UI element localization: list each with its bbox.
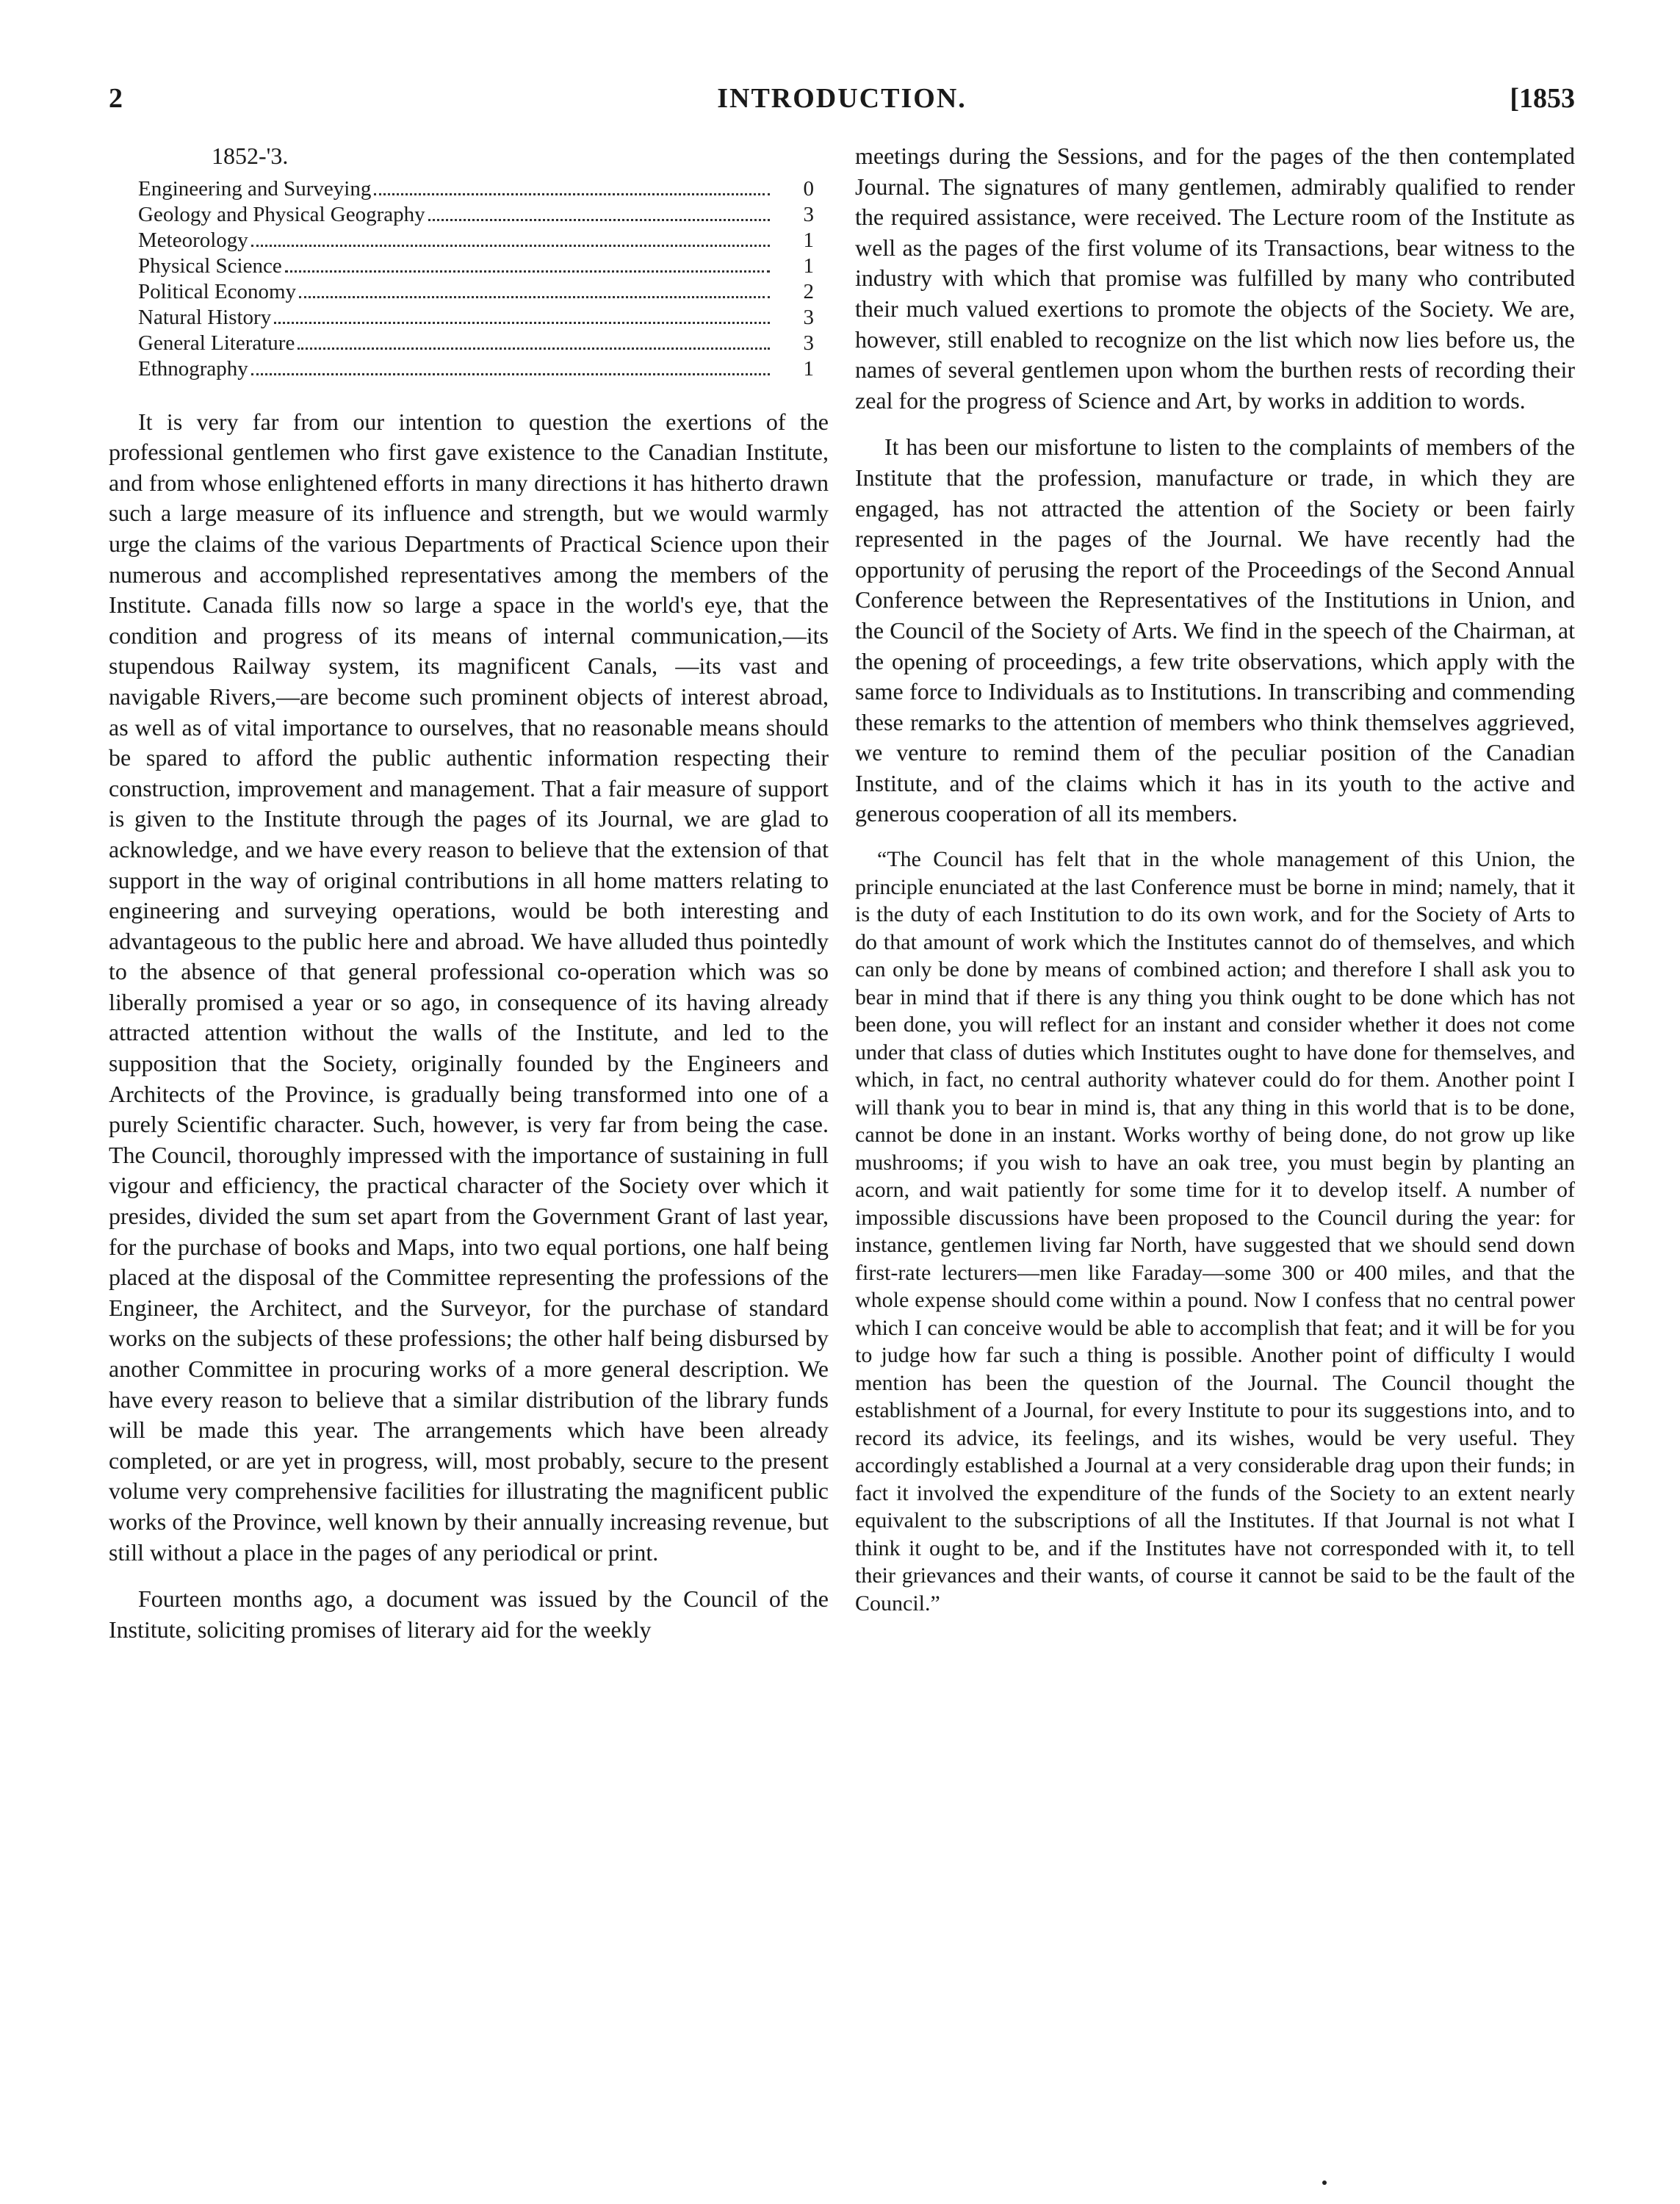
toc-count: 3 — [803, 331, 814, 355]
toc-row — [138, 331, 814, 356]
toc-label: Political Economy — [138, 279, 297, 303]
toc-label: Natural History — [138, 305, 272, 329]
toc-label: Geology and Physical Geography — [138, 202, 425, 226]
leader-dots — [251, 373, 770, 375]
toc-count: 2 — [803, 279, 814, 303]
leader-dots — [299, 296, 770, 298]
toc-row — [138, 202, 814, 228]
body-paragraph: It has been our misfortune to listen to the complaints of members of the Institute that the profession, manufacture or trade, in which they are engaged, has not attracted the attention of the Society or been fairly represented in the pages of the Journal. We have recently had the opportunity of perusing the report of the Proceedings of the Second Annual Conference between the Representatives of the Institutions in Union, and the Council of the Society of Arts. We find in the speech of the Chairman, at the opening of proceedings, a few trite observations, which apply with the same force to Individuals as to Institutions. In transcribing and commending these remarks to the attention of members who think themselves aggrieved, we venture to remind them of the peculiar position of the Canadian Institute, and of the claims which it has in its youth to the active and generous cooperation of all its members. — [855, 433, 1575, 827]
page-header — [109, 82, 1575, 126]
leader-dots — [298, 347, 770, 350]
toc-row — [138, 305, 814, 331]
toc-count: 3 — [803, 202, 814, 226]
leader-dots — [274, 322, 770, 324]
toc-label: Ethnography — [138, 356, 248, 381]
toc-title: 1852-'3. — [212, 143, 289, 169]
toc-count: 1 — [803, 228, 814, 252]
leader-dots — [374, 193, 770, 195]
quoted-speech — [855, 846, 1575, 1617]
body-paragraph: Fourteen months ago, a document was issued by the Council of the Institute, soliciting promises of literary aid for the weekly — [109, 1585, 829, 1643]
page-number: 2 — [109, 83, 123, 114]
toc-count: 0 — [803, 176, 814, 201]
toc-row — [138, 228, 814, 253]
right-column — [855, 141, 1575, 1633]
running-year: [1853 — [1510, 83, 1575, 114]
toc-label: General Literature — [138, 331, 295, 355]
subject-table — [138, 176, 814, 382]
toc-label: Physical Science — [138, 253, 282, 278]
leader-dots — [251, 245, 770, 247]
print-speck — [1322, 2180, 1327, 2185]
quote-paragraph: “The Council has felt that in the whole management of this Union, the principle enunciated at the last Conference must be borne in mind; namely, that it is the duty of each Institution to do its own work, and for the Society of Arts to do that amount of work which the Institutes cannot do of themselves, and which can only be done by means of combined action; and therefore I shall ask you to bear in mind that if there is any thing you think ought to be done which has not been done, you will reflect for an instant and consider whether it does not come under that class of duties which Institutes ought to have done for themselves, and which, in fact, no central authority whatever could do for them. Another point I will thank you to bear in mind is, that any thing in this world that is to be done, cannot be done in an instant. Works worthy of being done, do not grow up like mushrooms; if you wish to have an oak tree, you must begin by planting an acorn, and wait patiently for some time for it to develop itself. A number of impossible discussions have been proposed to the Council during the year: for instance, gentlemen living far North, have suggested that we should send down first-rate lecturers—men like Faraday—some 300 or 400 miles, and that the whole expense should come within a pound. Now I confess that no central power which I can conceive would be able to accomplish that feat; and it will be for you to judge how far such a thing is possible. Another point of difficulty I would mention has been the question of the Journal. The Council thought the establishment of a Journal, for every Institute to pour its suggestions into, and to record its advice, its feelings, and its wishes, would be very useful. They accordingly established a Journal at a very considerable drag upon their funds; in fact it involved the expenditure of the funds of the Society to an extent nearly equivalent to the subscriptions of all the Institutes. If that Journal is not what I think it ought to be, and if the Institutes have not corresponded with it, to tell their grievances and their wants, of course it cannot be said to be the fault of the Council.” — [855, 847, 1575, 1616]
toc-count: 1 — [803, 253, 814, 278]
toc-label: Engineering and Surveying — [138, 176, 372, 201]
body-paragraph: It is very far from our intention to question the exertions of the professional gentlemen who first gave existence to the Canadian Institute, and from whose enlightened efforts in many directions it has hitherto drawn such a large measure of its influence and strength, but we would warmly urge the claims of the various Departments of Practical Science upon their numerous and accomplished representatives among the members of the Institute. Canada fills now so large a space in the world's eye, that the condition and progress of its means of internal communication,—its stupendous Railway system, its magnificent Canals, —its vast and navigable Rivers,—are become such prominent objects of interest abroad, as well as of vital importance to ourselves, that no reasonable means should be spared to afford the public authentic information respecting their construction, improvement and management. That a fair measure of support is given to the Institute through the pages of its Journal, we are glad to acknowledge, and we have every reason to believe that the extension of that support in the way of original contributions in all home matters relating to engineering and surveying operations, would be both interesting and advantageous to the public here and abroad. We have alluded thus pointedly to the absence of that general professional co-operation which was so liberally promised a year or so ago, in consequence of its having already attracted attention without the walls of the Institute, and led to the supposition that the Society, originally founded by the Engineers and Architects of the Province, is gradually being transformed into one of a purely Scientific character. Such, however, is very far from being the case. The Council, thoroughly impressed with the importance of sustaining in full vigour and efficiency, the practical character of the Society over which it presides, divided the sum set apart from the Government Grant of last year, for the purchase of books and Maps, into two equal portions, one half being placed at the disposal of the Committee representing the professions of the Engineer, the Architect, and the Surveyor, for the purchase of standard works on the subjects of these professions; the other half being disbursed by another Committee in procuring works of a more general description. We have every reason to believe that a similar distribution of the library funds will be made this year. The arrangements which have been already completed, or are yet in progress, will, most probably, secure to the present volume very comprehensive facilities for illustrating the magnificent public works of the Province, well known by their annually increasing revenue, but still without a place in the pages of any periodical or print. — [109, 408, 829, 1566]
leader-dots — [428, 219, 770, 221]
toc-count: 3 — [803, 305, 814, 329]
toc-row — [138, 176, 814, 202]
running-title: INTRODUCTION. — [717, 83, 967, 114]
toc-count: 1 — [803, 356, 814, 381]
toc-row — [138, 356, 814, 382]
toc-row — [138, 253, 814, 279]
toc-label: Meteorology — [138, 228, 248, 252]
body-paragraph: meetings during the Sessions, and for the pages of the then contemplated Journal. The signatures of many gentlemen, admirably qualified to render the required assistance, were received. The Lecture room of the Institute as well as the pages of the first volume of its Transactions, bear witness to the industry with which that promise was fulfilled by many who contributed their much valued exertions to promote the objects of the Society. We are, however, still enabled to recognize on the list which now lies before us, the names of several gentlemen upon whom the burthen rests of recording their zeal for the progress of Science and Art, by works in addition to words. — [855, 143, 1575, 414]
toc-row — [138, 279, 814, 305]
leader-dots — [285, 270, 770, 273]
left-column — [109, 141, 829, 1661]
